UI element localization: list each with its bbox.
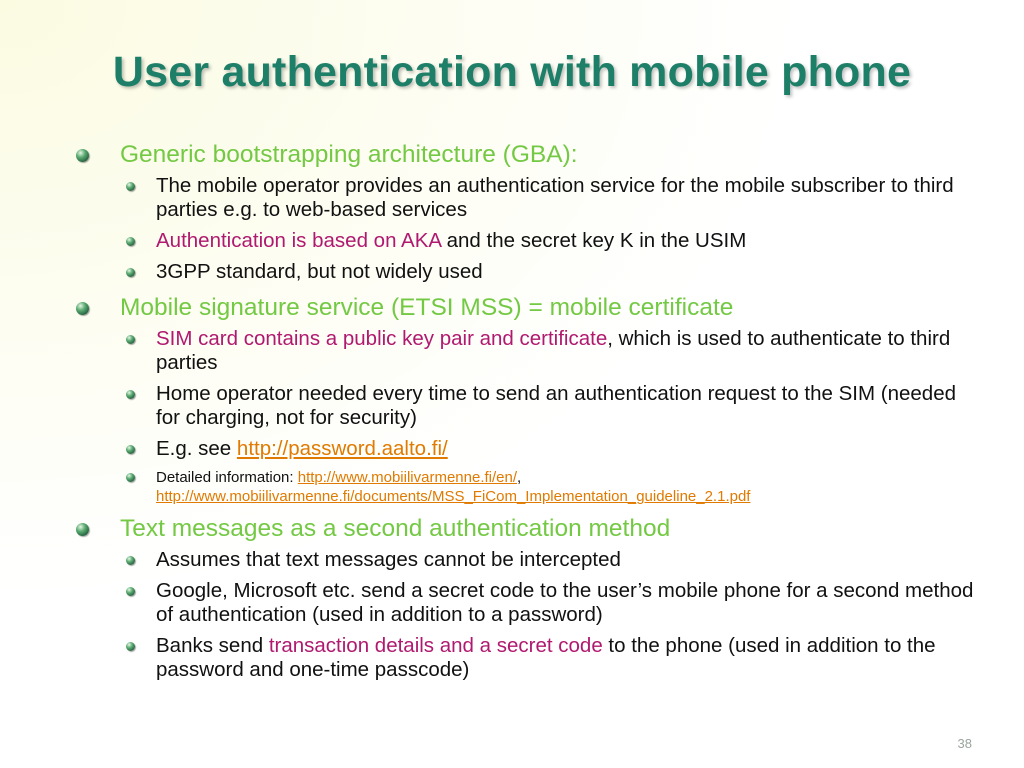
sub-bullet-icon [126, 556, 135, 565]
sub-bullet-icon [126, 182, 135, 191]
highlight-text: transaction details and a secret code [268, 634, 603, 657]
sub-bullet-icon [126, 473, 135, 482]
sub-bullet-text: to the phone (used in addition to the password and one-time passcode) [156, 634, 936, 681]
sub-bullet-text: 3GPP standard, but not widely used [156, 260, 483, 283]
bullet-icon [76, 302, 89, 315]
sub-bullet-icon [126, 445, 135, 454]
sub-bullet [74, 327, 984, 375]
sub-bullet-icon [126, 237, 135, 246]
sub-bullet [74, 382, 984, 430]
bullet-gba [74, 140, 984, 170]
bullet-icon [76, 149, 89, 162]
slide-title: User authentication with mobile phone [112, 48, 912, 96]
sub-bullet-text: , which is used to authenticate to third parties [156, 327, 951, 374]
sub-bullet-text: Detailed information: [156, 469, 298, 486]
sub-bullet-text: Banks send [156, 634, 269, 657]
sub-bullet [74, 468, 984, 506]
bullet-mss [74, 293, 984, 323]
sub-bullet-icon [126, 335, 135, 344]
sub-bullet [74, 579, 984, 627]
guideline-pdf-link[interactable]: http://www.mobiilivarmenne.fi/documents/MSS_FiCom_Implementation_guideline_2.1.pdf [156, 488, 751, 505]
password-link[interactable]: http://password.aalto.fi/ [236, 437, 448, 460]
mobiilivarmenne-link[interactable]: http://www.mobiilivarmenne.fi/en/ [297, 469, 518, 486]
bullet-list [74, 140, 984, 689]
bullet-text-messages [74, 514, 984, 544]
sub-bullet [74, 634, 984, 682]
bullet-icon [76, 523, 89, 536]
sub-bullet [74, 437, 984, 461]
sub-bullet-text: Assumes that text messages cannot be intercepted [156, 548, 621, 571]
sub-bullet-icon [126, 390, 135, 399]
sub-bullet-text: The mobile operator provides an authentication service for the mobile subscriber to third parties e.g. to web-based services [156, 174, 954, 221]
sub-bullet-icon [126, 587, 135, 596]
sub-bullet [74, 548, 984, 572]
sub-bullet [74, 174, 984, 222]
bullet-text: Generic bootstrapping architecture (GBA): [120, 141, 578, 168]
sub-bullet [74, 229, 984, 253]
separator: , [517, 469, 522, 486]
bullet-text: Text messages as a second authentication method [120, 515, 671, 542]
sub-bullet-icon [126, 642, 135, 651]
sub-bullet-text: Home operator needed every time to send an authentication request to the SIM (needed for charging, not for security) [156, 382, 957, 429]
sub-bullet-text: Google, Microsoft etc. send a secret code to the user’s mobile phone for a second method of authentication (used in addition to a password) [156, 579, 974, 626]
sub-bullet-icon [126, 268, 135, 277]
highlight-text: SIM card contains a public key pair and certificate [156, 327, 608, 350]
sub-bullet-text: and the secret key K in the USIM [440, 229, 747, 252]
page-number: 38 [957, 736, 972, 751]
sub-bullet [74, 260, 984, 284]
sub-bullet-text: E.g. see [156, 437, 237, 460]
highlight-text: Authentication is based on AKA [156, 229, 441, 252]
bullet-text: Mobile signature service (ETSI MSS) = mobile certificate [120, 294, 734, 321]
